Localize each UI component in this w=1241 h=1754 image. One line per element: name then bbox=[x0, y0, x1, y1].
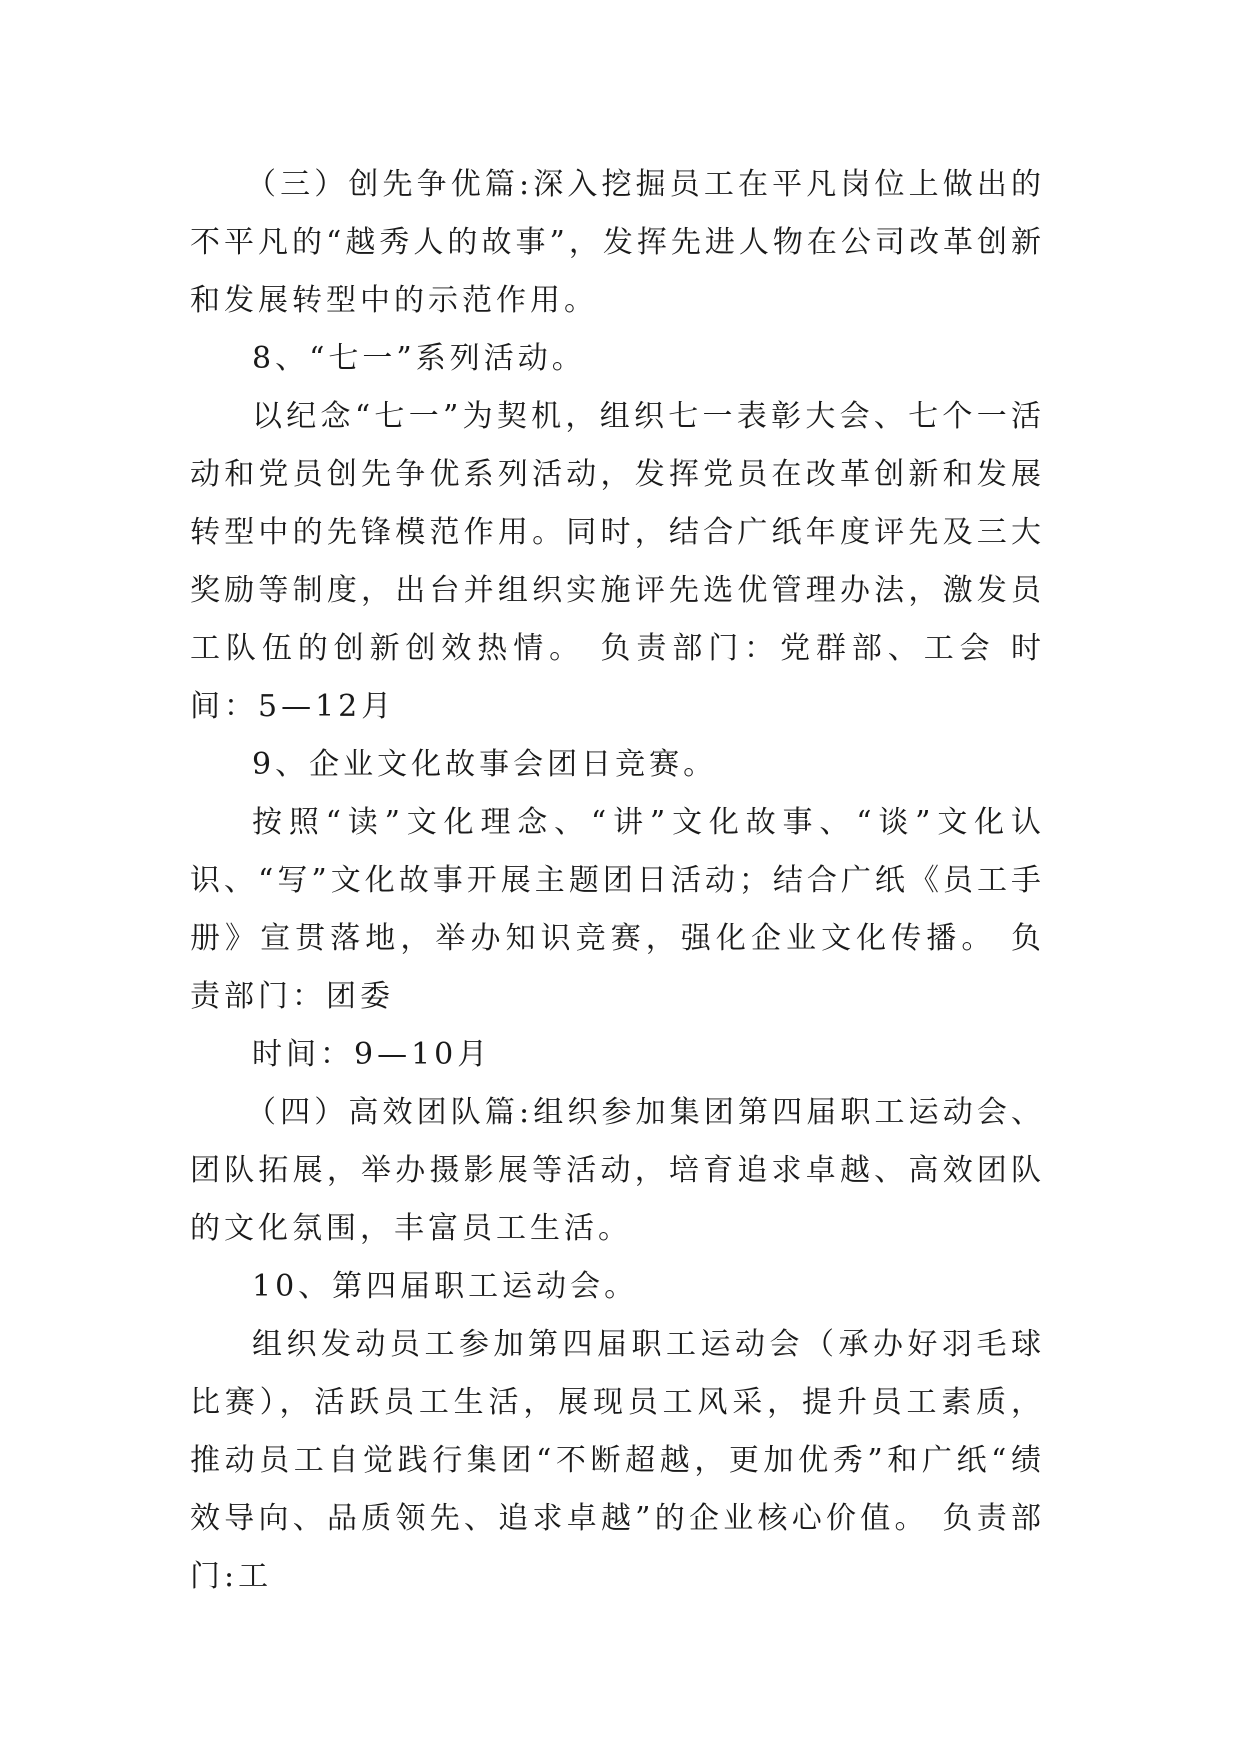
section-three-paragraph: （三）创先争优篇:深入挖掘员工在平凡岗位上做出的不平凡的“越秀人的故事”，发挥先进人物在公司改革创新和发展转型中的示范作用。 bbox=[190, 167, 1045, 318]
item-9-time: 时间：9—10月 bbox=[252, 1037, 492, 1072]
item-9-heading: 9、企业文化故事会团日竞赛。 bbox=[252, 747, 718, 782]
item-9-body: 按照“读”文化理念、“讲”文化故事、“谈”文化认识、“写”文化故事开展主题团日活动；结合广纸《员工手册》宣贯落地，举办知识竞赛，强化企业文化传播。 负责部门：团委 bbox=[190, 805, 1045, 1014]
item-10-body: 组织发动员工参加第四届职工运动会（承办好羽毛球比赛），活跃员工生活，展现员工风采，提升员工素质，推动员工自觉践行集团“不断超越，更加优秀”和广纸“绩效导向、品质领先、追求卓越”的企业核心价值。 负责部门:工 bbox=[190, 1327, 1045, 1594]
item-10-heading: 10、第四届职工运动会。 bbox=[252, 1269, 639, 1304]
section-four-paragraph: （四）高效团队篇:组织参加集团第四届职工运动会、团队拓展，举办摄影展等活动，培育追求卓越、高效团队的文化氛围，丰富员工生活。 bbox=[190, 1095, 1045, 1246]
document-body bbox=[190, 156, 1045, 1606]
item-8-body: 以纪念“七一”为契机，组织七一表彰大会、七个一活动和党员创先争优系列活动，发挥党员在改革创新和发展转型中的先锋模范作用。同时，结合广纸年度评先及三大奖励等制度，出台并组织实施评先选优管理办法，激发员工队伍的创新创效热情。 负责部门：党群部、工会 时间：5—12月 bbox=[190, 399, 1045, 724]
item-8-heading: 8、“七一”系列活动。 bbox=[252, 341, 586, 376]
